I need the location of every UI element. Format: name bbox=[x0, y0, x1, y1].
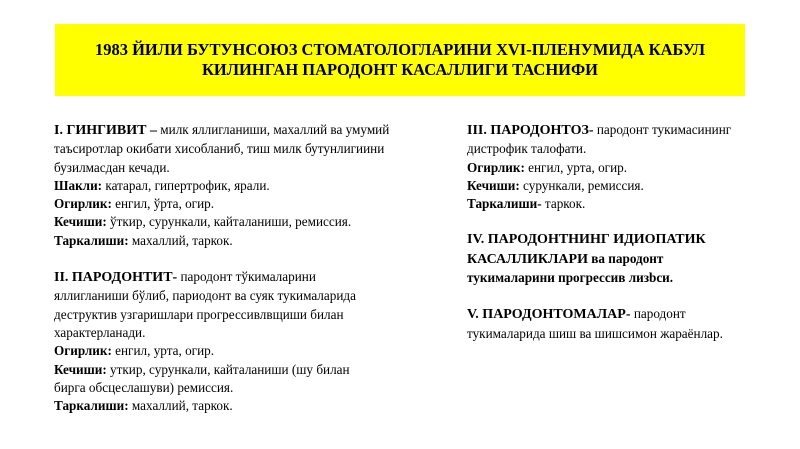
spread-label: Таркалиши- bbox=[467, 196, 542, 212]
title-line-2: КИЛИНГАН ПАРОДОНТ КАСАЛЛИГИ ТАСНИФИ bbox=[201, 60, 599, 79]
course-value: ўткир, сурункали, кайталаниши, ремиссия. bbox=[106, 214, 352, 230]
severity-value: енгил, урта, огир. bbox=[111, 343, 215, 359]
periodontitis-spread bbox=[54, 397, 450, 415]
periodontosis-severity bbox=[467, 159, 777, 177]
gingivitis-spread bbox=[54, 232, 450, 250]
idiopathic-heading-line-1: IV. ПАРОДОНТНИНГ ИДИОПАТИК bbox=[467, 232, 706, 248]
course-label: Кечиши: bbox=[467, 177, 520, 193]
periodontitis-heading: II. ПАРОДОНТИТ- bbox=[54, 270, 178, 286]
course-value-1: уткир, сурункали, кайталаниши (шу билан bbox=[106, 361, 350, 377]
severity-value: енгил, урта, огир. bbox=[524, 159, 628, 175]
periodontitis-desc-line-4: характерланади. bbox=[54, 324, 146, 340]
periodontitis-course-line-2: бирга обсцеслашуви) ремиссия. bbox=[54, 379, 234, 395]
periodontosis-course bbox=[467, 177, 777, 195]
course-value: сурункали, ремиссия. bbox=[519, 177, 644, 193]
periodontoma-desc-1: пародонт bbox=[630, 306, 686, 322]
severity-value: енгил, ўрта, огир. bbox=[111, 196, 215, 212]
title-line-1: 1983 ЙИЛИ БУТУНСОЮЗ СТОМАТОЛОГЛАРИНИ XVI-ПЛЕНУМИДА КАБУЛ bbox=[94, 40, 706, 59]
gingivitis-severity bbox=[54, 195, 450, 213]
periodontoma-desc-line-2: тукималарида шиш ва шишсимон жараёнлар. bbox=[467, 325, 723, 341]
periodontosis-desc-1: пародонт тукимасининг bbox=[593, 122, 732, 137]
periodontosis-heading: III. ПАРОДОНТОЗ- bbox=[467, 123, 594, 138]
gingivitis-forms bbox=[54, 177, 450, 195]
spread-label: Таркалиши: bbox=[54, 398, 129, 414]
gingivitis-desc-line-3: бузилмасдан кечади. bbox=[54, 159, 170, 175]
gingivitis-section bbox=[54, 121, 450, 250]
gingivitis-desc-line-2: таъсиротлар окибати хисобланиб, тиш милк бутунлигиини bbox=[54, 141, 385, 157]
course-label: Кечиши: bbox=[54, 214, 107, 230]
idiopathic-line-2 bbox=[467, 250, 777, 269]
periodontoma-heading: V. ПАРОДОНТОМАЛАР- bbox=[467, 307, 631, 323]
course-label: Кечиши: bbox=[54, 361, 107, 377]
periodontitis-course bbox=[54, 361, 450, 379]
periodontitis-desc-line-2: яллигланиши бўлиб, париодонт ва суяк тукималарида bbox=[54, 288, 356, 304]
forms-value: катарал, гипертрофик, ярали. bbox=[102, 177, 270, 193]
periodontosis-spread bbox=[467, 195, 777, 213]
severity-label: Огирлик: bbox=[54, 196, 112, 212]
periodontosis-section bbox=[467, 121, 777, 213]
periodontoma-section bbox=[467, 305, 777, 343]
idiopathic-desc-line-2: тукималарини прогрессив лизbси. bbox=[467, 270, 674, 286]
idiopathic-section bbox=[467, 231, 777, 287]
periodontitis-desc-line-1 bbox=[54, 268, 450, 287]
gingivitis-course bbox=[54, 213, 450, 231]
periodontitis-severity bbox=[54, 342, 450, 360]
right-column bbox=[467, 121, 777, 343]
left-column bbox=[54, 121, 450, 415]
gingivitis-desc-1: милк яллигланиши, махаллий ва умумий bbox=[157, 122, 390, 137]
severity-label: Огирлик: bbox=[467, 159, 525, 175]
idiopathic-heading-line-2: КАСАЛЛИКЛАРИ bbox=[467, 251, 588, 267]
spread-value: махаллий, таркок. bbox=[128, 232, 233, 248]
periodontitis-desc-1: пародонт тўкималарини bbox=[177, 269, 316, 285]
periodontosis-desc-line-2: дистрофик талофати. bbox=[467, 141, 587, 157]
forms-label: Шакли: bbox=[54, 177, 103, 193]
periodontitis-section bbox=[54, 268, 450, 415]
periodontosis-desc-line-1 bbox=[467, 121, 777, 140]
idiopathic-desc-1: ва пародонт bbox=[587, 250, 664, 266]
severity-label: Огирлик: bbox=[54, 343, 112, 359]
periodontitis-desc-line-3: деструктив узгаришлари прогрессивлвщиши билан bbox=[54, 306, 344, 322]
gingivitis-desc-line-1 bbox=[54, 121, 450, 140]
spread-value: таркок. bbox=[541, 196, 586, 212]
spread-value: махаллий, таркок. bbox=[128, 398, 233, 414]
periodontoma-desc-line-1 bbox=[467, 305, 777, 324]
spread-label: Таркалиши: bbox=[54, 232, 129, 248]
gingivitis-heading: I. ГИНГИВИТ – bbox=[54, 123, 157, 138]
title-banner bbox=[55, 24, 745, 96]
